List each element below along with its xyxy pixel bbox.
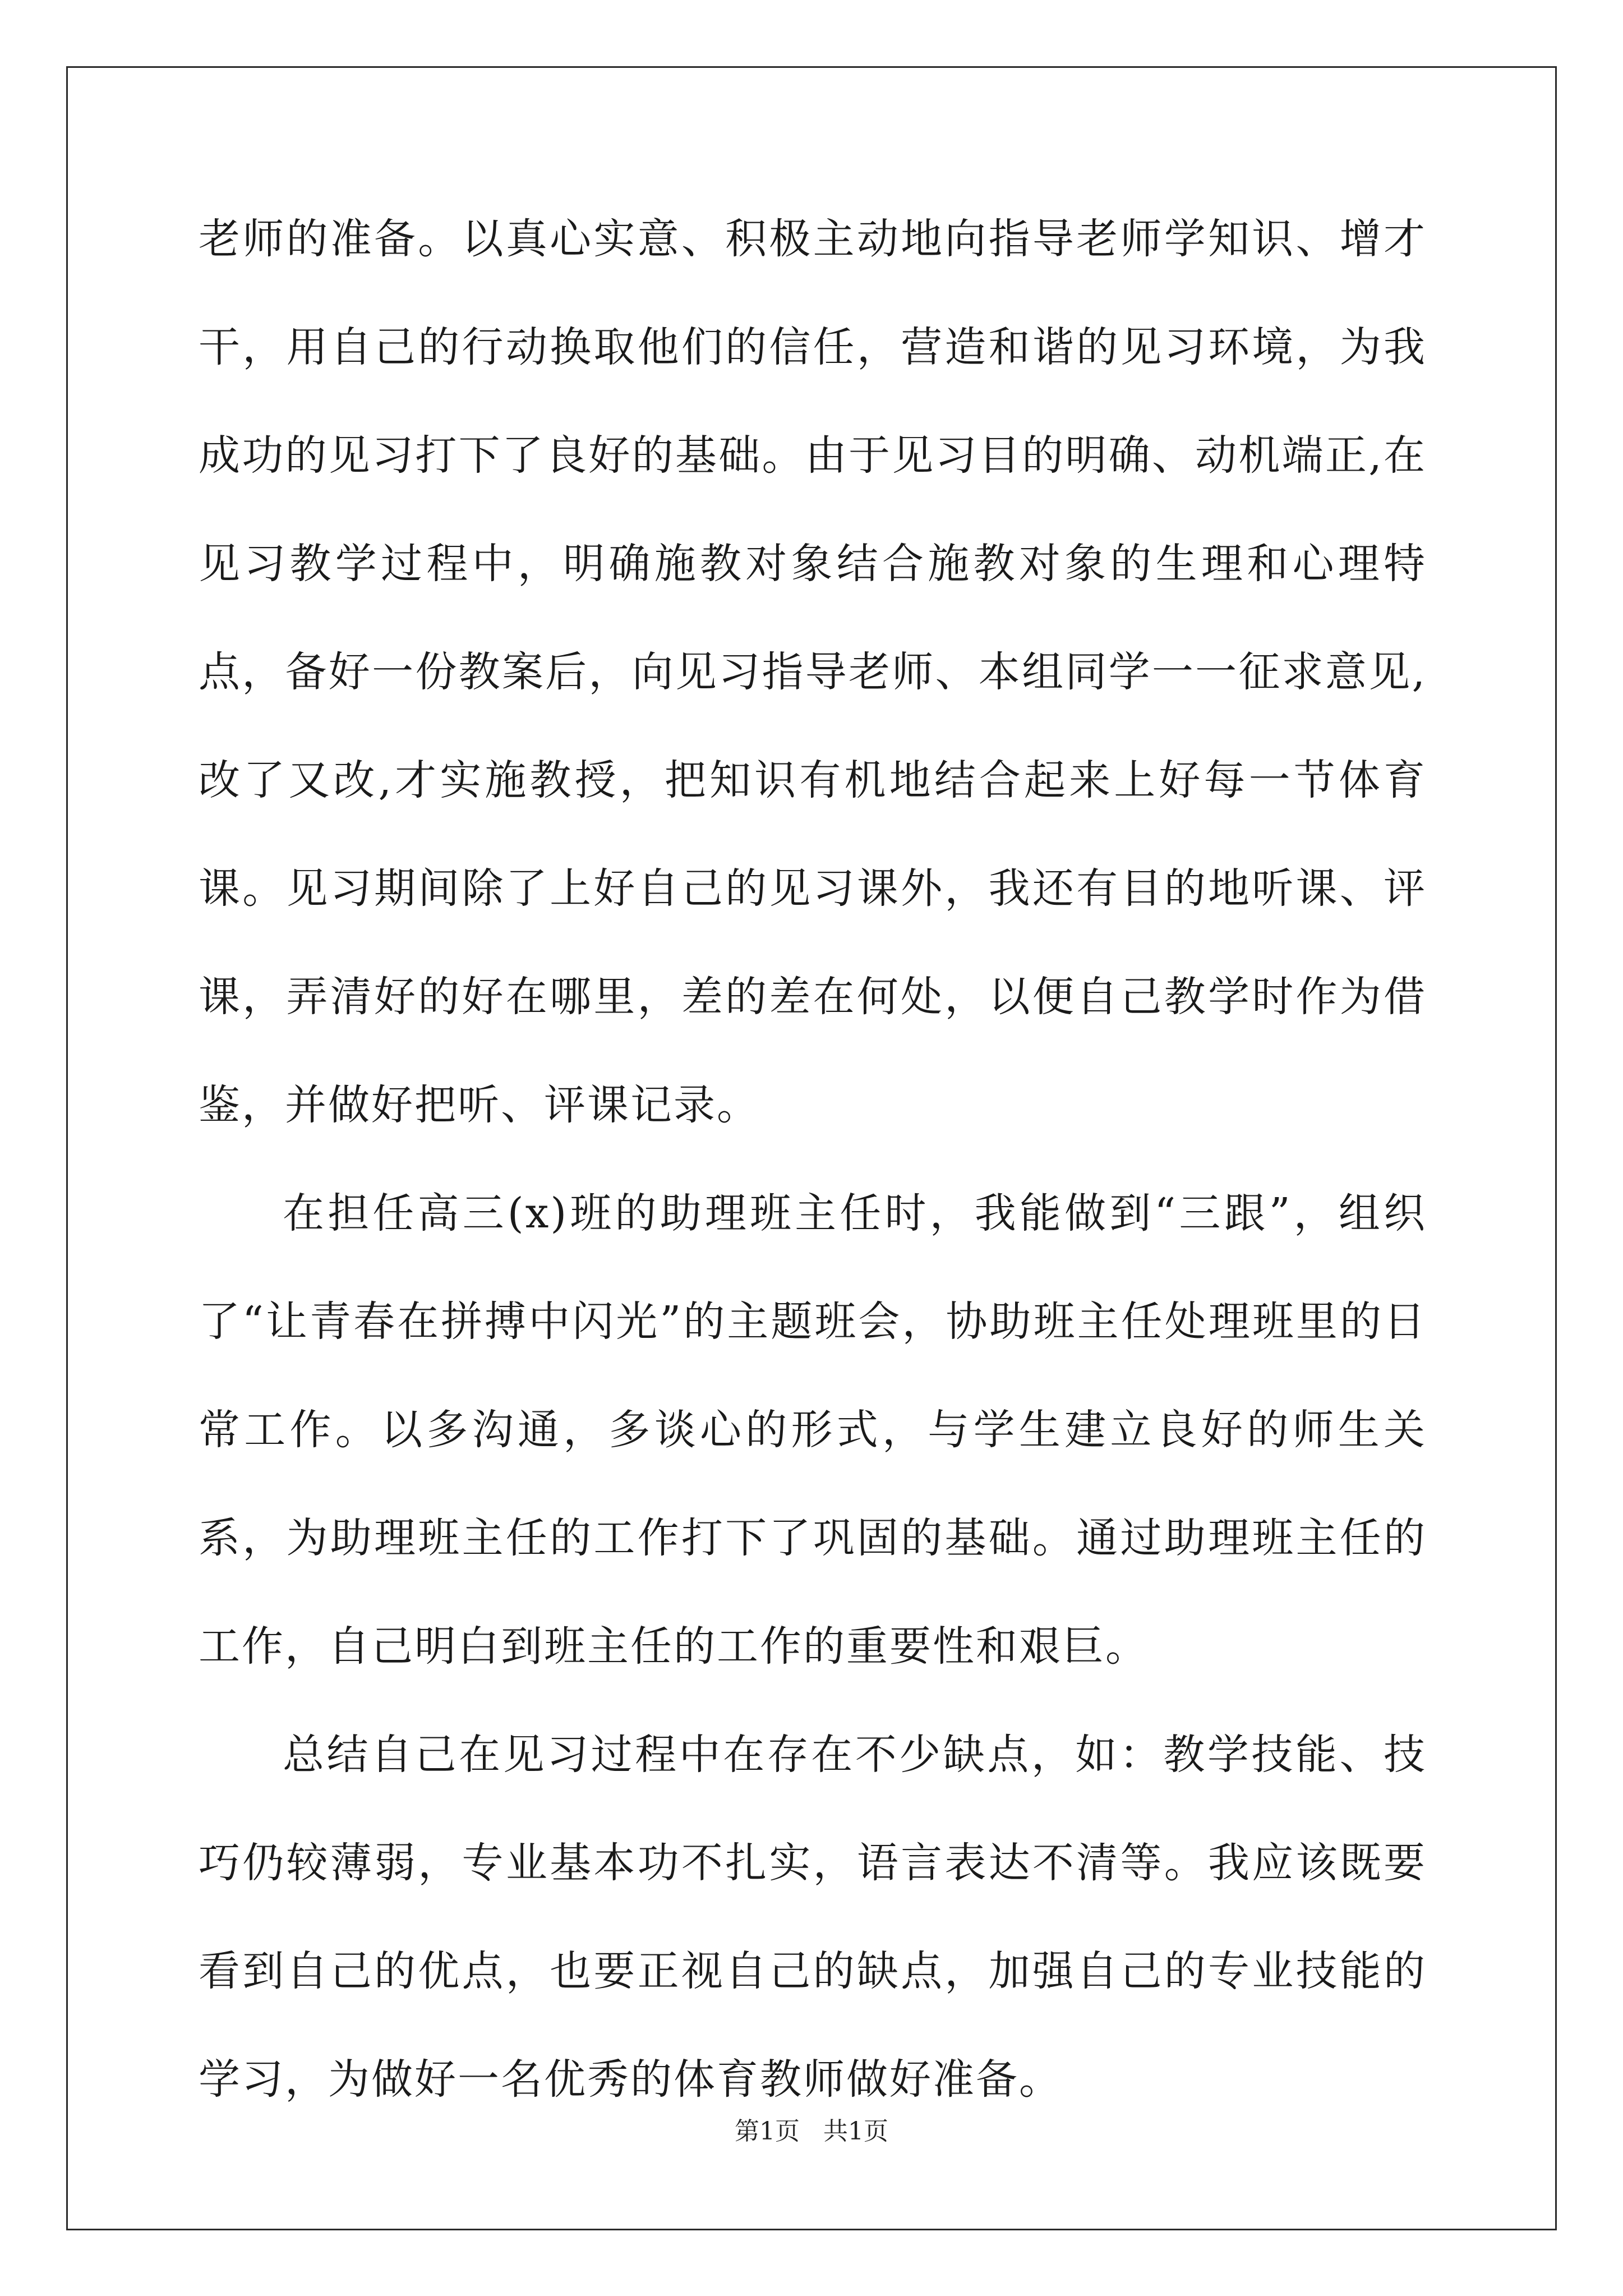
page-total: 共1页 [823,2117,888,2146]
paragraph-1: 老师的准备。以真心实意、积极主动地向指导老师学知识、增才干，用自己的行动换取他们的信任，营造和谐的见习环境，为我成功的见习打下了良好的基础。由于见习目的明确、动机端正,在见习教学过程中，明确施教对象结合施教对象的生理和心理特点，备好一份教案后，向见习指导老师、本组同学一一征求意见,改了又改,才实施教授，把知识有机地结合起来上好每一节体育课。见习期间除了上好自己的见习课外，我还有目的地听课、评课，弄清好的好在哪里，差的差在何处，以便自己教学时作为借鉴，并做好把听、评课记录。 [199,215,1427,1129]
page-number: 第1页 [735,2117,800,2146]
document-body [199,185,1427,2134]
paragraph-2: 在担任高三(x)班的助理班主任时，我能做到“三跟”，组织了“让青春在拼搏中闪光”的主题班会，协助班主任处理班里的日常工作。以多沟通，多谈心的形式，与学生建立良好的师生关系，为助理班主任的工作打下了巩固的基础。通过助理班主任的工作，自己明白到班主任的工作的重要性和艰巨。 [199,1189,1427,1671]
page-footer [0,2115,1623,2148]
paragraph-3: 总结自己在见习过程中在存在不少缺点，如：教学技能、技巧仍较薄弱，专业基本功不扎实，语言表达不清等。我应该既要看到自己的优点，也要正视自己的缺点，加强自己的专业技能的学习，为做好一名优秀的体育教师做好准备。 [199,1731,1427,2104]
